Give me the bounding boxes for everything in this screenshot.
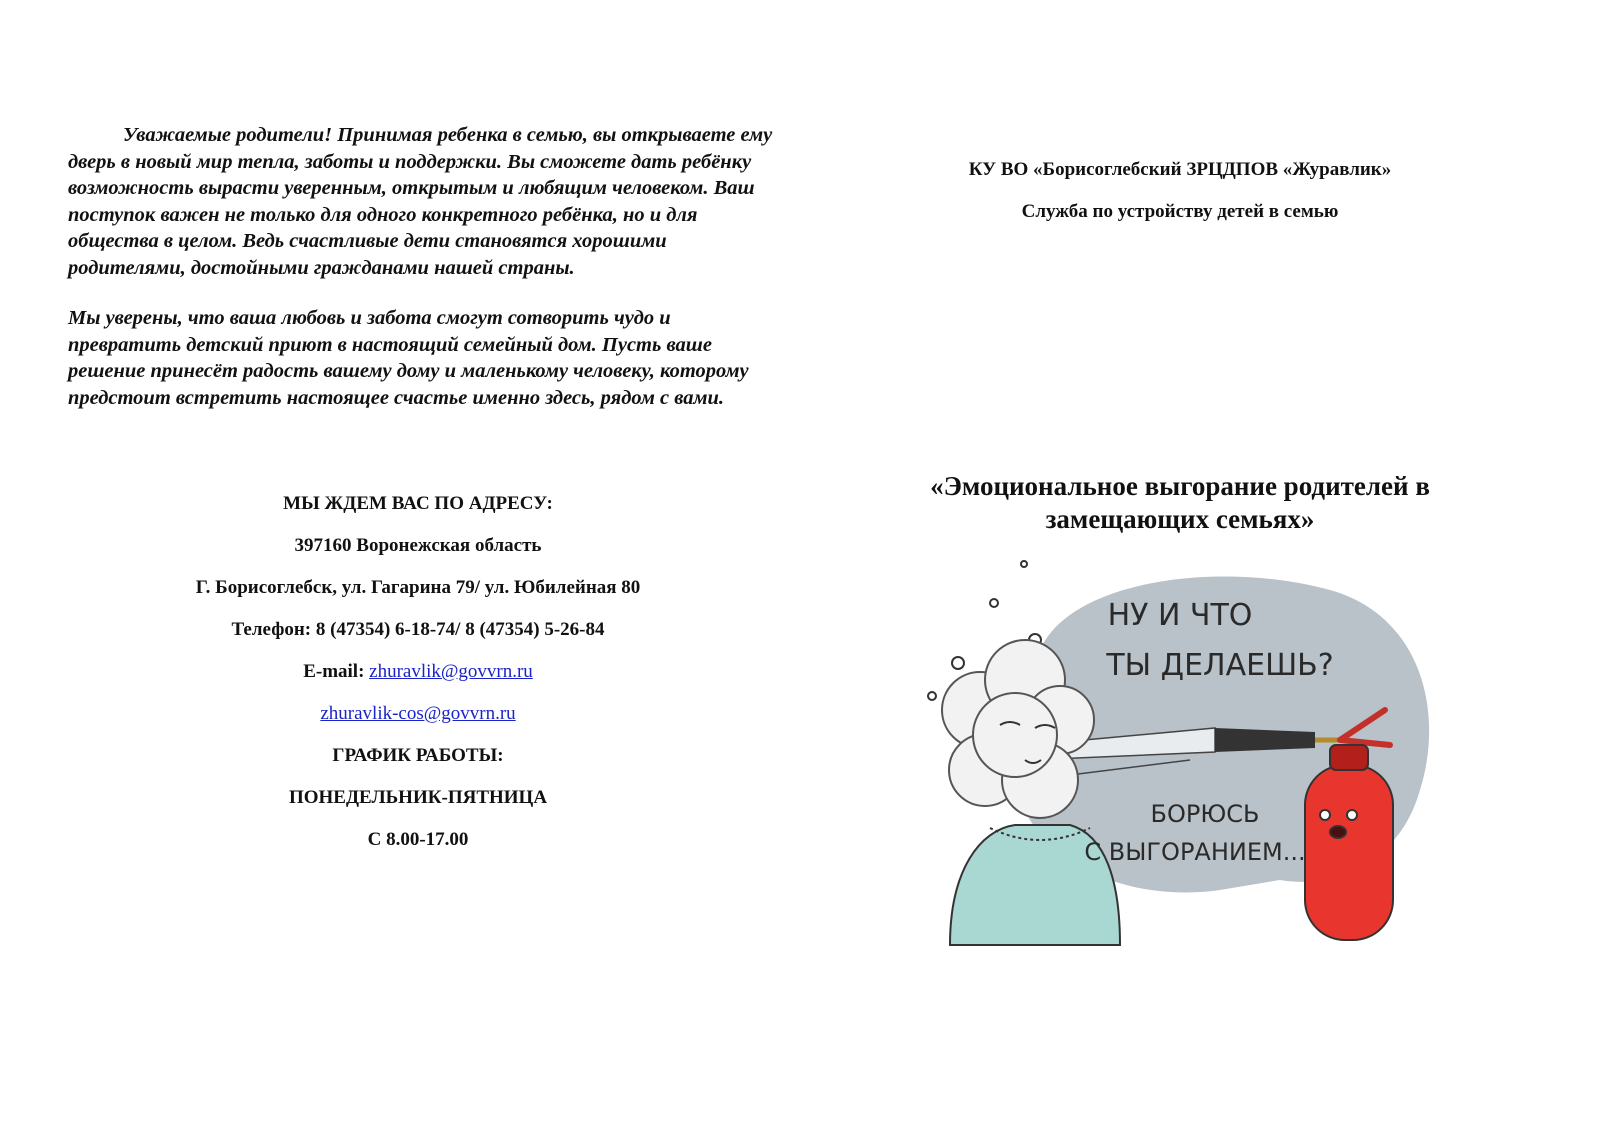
address-line-1: 397160 Воронежская область (294, 535, 542, 556)
intro-paragraph-1: Уважаемые родители! Принимая ребенка в семью, вы открываете ему дверь в новый мир тепла, заботы и поддержки. Вы сможете дать ребёнку возможность вырасти уверенным, открытым и любящим человеком. Ваш поступок важен не только для одного конкретного ребёнка, но и для общества в целом. Ведь счастливые дети становятся хорошими родителями, достойными гражданами нашей страны. (68, 124, 773, 279)
caption-line-2: С ВЫГОРАНИЕМ... (1084, 838, 1306, 866)
email-label: E-mail: (303, 661, 365, 682)
extinguisher-neck (1330, 745, 1368, 770)
left-page-intro (68, 122, 778, 435)
extinguisher-nozzle (1215, 728, 1315, 752)
address-heading: МЫ ЖДЕМ ВАС ПО АДРЕСУ: (283, 493, 553, 514)
email-link-2[interactable]: zhuravlik-cos@govvrn.ru (320, 703, 516, 724)
email-line (68, 660, 768, 684)
right-page-header (880, 158, 1480, 224)
burnout-illustration (920, 560, 1460, 970)
email-line-2 (68, 702, 768, 726)
brochure-title (880, 470, 1480, 536)
extinguisher-body (1305, 765, 1393, 940)
bubble-dot-5 (928, 692, 936, 700)
schedule-heading: ГРАФИК РАБОТЫ: (332, 745, 504, 766)
intro-paragraph-2: Мы уверены, что ваша любовь и забота смогут сотворить чудо и превратить детский приют в настоящий семейный дом. Пусть ваше решение принесёт радость вашему дому и маленькому человеку, которому предстоит встретить настоящее счастье именно здесь, рядом с вами. (68, 307, 749, 409)
illustration-svg (920, 560, 1460, 970)
title-line-2: замещающих семьях» (1045, 504, 1315, 534)
title-line-1: «Эмоциональное выгорание родителей в (930, 471, 1430, 501)
bubble-dot-2 (990, 599, 998, 607)
organization-name: КУ ВО «Борисоглебский ЗРЦДПОВ «Журавлик» (968, 159, 1392, 180)
email-link-1[interactable]: zhuravlik@govvrn.ru (369, 661, 533, 682)
bubble-dot-1 (1021, 561, 1027, 567)
address-line-2: Г. Борисоглебск, ул. Гагарина 79/ ул. Юбилейная 80 (195, 577, 641, 598)
schedule-days: ПОНЕДЕЛЬНИК-ПЯТНИЦА (288, 787, 548, 808)
contact-block (68, 492, 768, 870)
bubble-dot-4 (952, 657, 964, 669)
speech-line-2: ТЫ ДЕЛАЕШЬ? (1106, 648, 1334, 683)
phone-line: Телефон: 8 (47354) 6-18-74/ 8 (47354) 5-26-84 (231, 619, 605, 640)
caption-line-1: БОРЮСЬ (1150, 800, 1260, 828)
schedule-hours: С 8.00-17.00 (367, 829, 469, 850)
service-name: Служба по устройству детей в семью (1021, 201, 1339, 222)
speech-line-1: НУ И ЧТО (1107, 598, 1253, 633)
